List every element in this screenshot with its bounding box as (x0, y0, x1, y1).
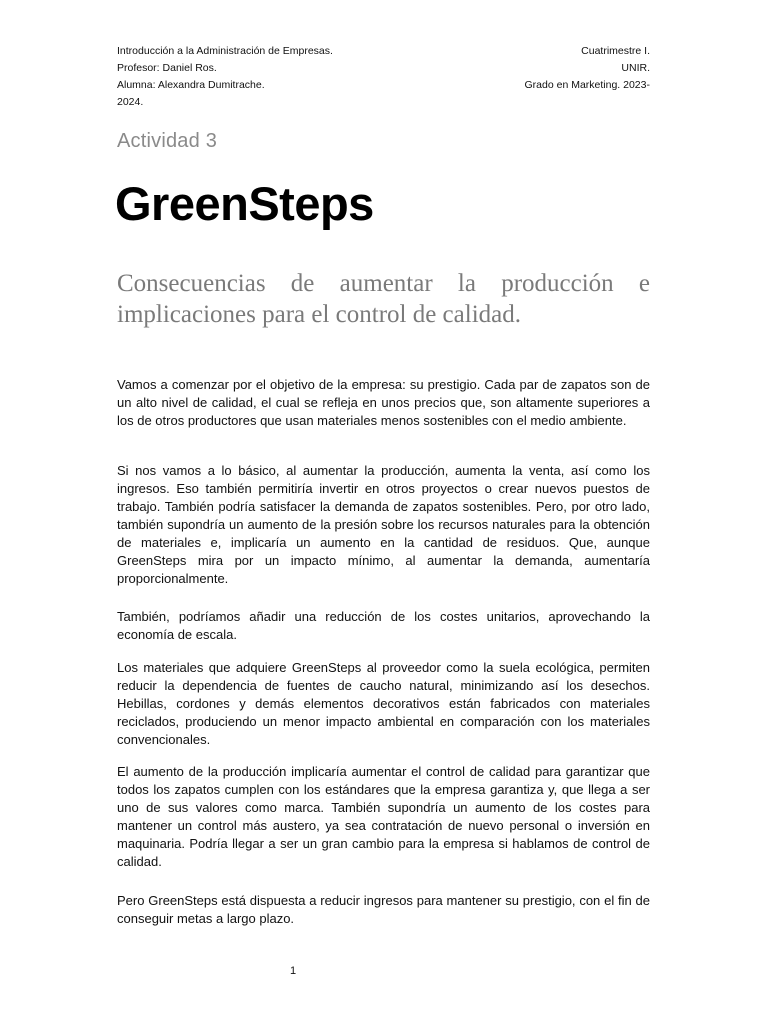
body-paragraph (117, 659, 650, 749)
paragraph-text: Pero GreenSteps está dispuesta a reducir ingresos para mantener su prestigio, con el fin de conseguir metas a largo plazo. (117, 893, 650, 926)
body-paragraph (117, 376, 650, 430)
term-label: Cuatrimestre I. (581, 45, 650, 57)
student-name: Alumna: Alexandra Dumitrache. (117, 79, 265, 91)
paragraph-text: También, podríamos añadir una reducción de los costes unitarios, aprovechando la economía de escala. (117, 609, 650, 642)
degree-label: Grado en Marketing. 2023- (524, 79, 650, 91)
body-paragraph (117, 892, 650, 928)
body-paragraph (117, 462, 650, 588)
header-row-year (117, 94, 650, 111)
activity-label: Actividad 3 (117, 130, 218, 152)
document-header (117, 43, 650, 111)
body-paragraph (117, 763, 650, 871)
header-row-professor (117, 60, 650, 77)
document-subtitle: Consecuencias de aumentar la producción e implicaciones para el control de calidad. (117, 270, 650, 328)
header-row-student (117, 77, 650, 94)
paragraph-text: Si nos vamos a lo básico, al aumentar la producción, aumenta la venta, así como los ingresos. Eso también permitiría invertir en otros proyectos o crear nuevos puestos de trabajo. También podría satisfacer la demanda de zapatos sostenibles. Pero, por otro lado, también supondría un aumento de la presión sobre los recursos naturales para la obtención de materiales e, implicaría un aumento en la cantidad de residuos. Que, aunque GreenSteps mira por un impacto mínimo, al aumentar la demanda, aumentaría proporcionalmente. (117, 463, 650, 586)
year-continuation: 2024. (117, 96, 144, 108)
document-title: GreenSteps (115, 177, 374, 230)
professor-name: Profesor: Daniel Ros. (117, 62, 217, 74)
paragraph-text: El aumento de la producción implicaría aumentar el control de calidad para garantizar que todos los zapatos cumplen con los estándares que la empresa garantiza y, que llega a ser uno de sus valores como marca. También supondría un aumento de los costes para mantener un control más austero, ya sea contratación de nuevo personal o inversión en maquinaria. Podría llegar a ser un gran cambio para la empresa si hablamos de control de calidad. (117, 764, 650, 869)
course-name: Introducción a la Administración de Empresas. (117, 45, 333, 57)
paragraph-text: Vamos a comenzar por el objetivo de la empresa: su prestigio. Cada par de zapatos son de un alto nivel de calidad, el cual se refleja en unos precios que, son altamente superiores a los de otros productores que usan materiales menos sostenibles con el medio ambiente. (117, 377, 650, 428)
paragraph-text: Los materiales que adquiere GreenSteps al proveedor como la suela ecológica, permiten reducir la dependencia de fuentes de caucho natural, minimizando así los desechos. Hebillas, cordones y demás elementos decorativos están fabricados con materiales reciclados, produciendo un menor impacto ambiental en comparación con los materiales convencionales. (117, 660, 650, 747)
header-row-course (117, 43, 650, 60)
university-name: UNIR. (621, 62, 650, 74)
body-paragraph (117, 608, 650, 644)
page-number: 1 (290, 965, 297, 977)
